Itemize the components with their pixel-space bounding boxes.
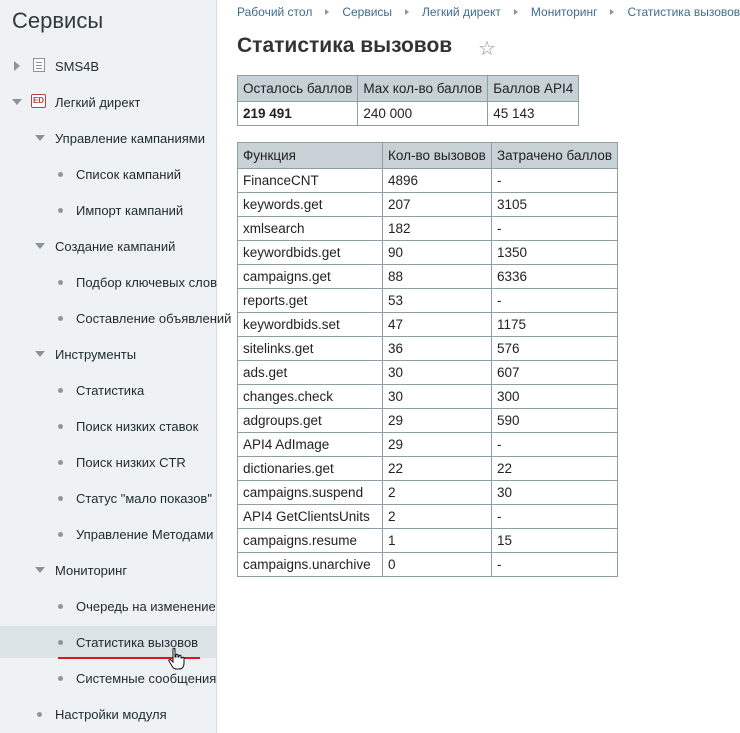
sidebar-item-label: Настройки модуля xyxy=(55,707,167,722)
bullet-icon xyxy=(58,208,63,213)
collapse-arrow-icon[interactable] xyxy=(35,135,45,141)
sidebar-item-monitoring[interactable] xyxy=(0,554,216,586)
column-header: Кол-во вызовов xyxy=(383,143,492,169)
bullet-icon xyxy=(58,280,63,285)
bullet-icon xyxy=(58,172,63,177)
page-icon xyxy=(33,58,45,72)
call-count-cell: 30 xyxy=(383,385,492,409)
column-header: Осталось баллов xyxy=(238,76,358,102)
table-row xyxy=(238,289,618,313)
bullet-icon xyxy=(58,424,63,429)
breadcrumb-services[interactable]: Сервисы xyxy=(342,5,393,19)
sidebar-item-label: Легкий директ xyxy=(55,95,141,110)
points-spent-cell: 22 xyxy=(492,457,618,481)
points-spent-cell: - xyxy=(492,505,618,529)
column-header: Мах кол-во баллов xyxy=(358,76,488,102)
sidebar-item-label: Управление Методами xyxy=(76,527,214,542)
points-spent-cell: - xyxy=(492,289,618,313)
points-spent-cell: - xyxy=(492,553,618,577)
table-row xyxy=(238,313,618,337)
points-spent-cell: 1175 xyxy=(492,313,618,337)
function-cell: dictionaries.get xyxy=(238,457,383,481)
sidebar-item-label: SMS4B xyxy=(55,59,100,74)
call-count-cell: 29 xyxy=(383,433,492,457)
call-count-cell: 0 xyxy=(383,553,492,577)
sidebar-item-label: Подбор ключевых слов xyxy=(76,275,218,290)
sidebar xyxy=(0,0,232,733)
sidebar-item-module-settings[interactable] xyxy=(0,698,216,730)
sidebar-item-campaign-management[interactable] xyxy=(0,122,216,154)
collapse-arrow-icon[interactable] xyxy=(35,567,45,573)
call-count-cell: 36 xyxy=(383,337,492,361)
column-header: Баллов API4 xyxy=(488,76,579,102)
api4-points-value: 45 143 xyxy=(488,102,579,126)
sidebar-item-label: Статистика xyxy=(76,383,145,398)
points-summary-table xyxy=(237,75,579,126)
call-statistics-table xyxy=(237,142,618,577)
table-header-row xyxy=(238,143,618,169)
function-cell: campaigns.resume xyxy=(238,529,383,553)
table-row xyxy=(238,193,618,217)
call-count-cell: 47 xyxy=(383,313,492,337)
breadcrumb-monitoring[interactable]: Мониторинг xyxy=(530,5,598,19)
sidebar-item-label: Создание кампаний xyxy=(55,239,176,254)
function-cell: keywords.get xyxy=(238,193,383,217)
sidebar-item-label: Управление кампаниями xyxy=(55,131,205,146)
call-count-cell: 207 xyxy=(383,193,492,217)
points-spent-cell: 590 xyxy=(492,409,618,433)
sidebar-item-label: Статистика вызовов xyxy=(76,635,199,650)
sidebar-item-tools[interactable] xyxy=(0,338,216,370)
function-cell: API4 AdImage xyxy=(238,433,383,457)
favorite-star-icon[interactable]: ☆ xyxy=(478,38,496,60)
sidebar-item-label: Очередь на изменение xyxy=(76,599,216,614)
sidebar-item-label: Импорт кампаний xyxy=(76,203,184,218)
sidebar-item-statistics[interactable] xyxy=(0,374,216,406)
function-cell: keywordbids.set xyxy=(238,313,383,337)
easy-direct-logo-icon: ED xyxy=(31,94,46,108)
breadcrumb-desktop[interactable]: Рабочий стол xyxy=(237,5,313,19)
bullet-icon xyxy=(58,676,63,681)
points-spent-cell: 300 xyxy=(492,385,618,409)
table-row xyxy=(238,169,618,193)
collapse-arrow-icon[interactable] xyxy=(35,351,45,357)
sidebar-item-ad-composition[interactable] xyxy=(0,302,232,334)
points-spent-cell: 1350 xyxy=(492,241,618,265)
bullet-icon xyxy=(58,604,63,609)
function-cell: changes.check xyxy=(238,385,383,409)
sidebar-item-campaign-import[interactable] xyxy=(0,194,216,226)
sidebar-item-easy-direct[interactable] xyxy=(0,86,216,118)
sidebar-item-label: Системные сообщения xyxy=(76,671,217,686)
sidebar-item-change-queue[interactable] xyxy=(0,590,216,622)
table-row xyxy=(238,553,618,577)
table-row xyxy=(238,361,618,385)
table-row xyxy=(238,457,618,481)
sidebar-title: Сервисы xyxy=(12,8,104,33)
bullet-icon xyxy=(58,496,63,501)
call-count-cell: 22 xyxy=(383,457,492,481)
sidebar-item-label: Список кампаний xyxy=(76,167,181,182)
breadcrumb-separator-icon xyxy=(325,9,329,15)
sidebar-item-few-impressions[interactable] xyxy=(0,482,216,514)
points-spent-cell: - xyxy=(492,217,618,241)
sidebar-item-low-ctr[interactable] xyxy=(0,446,216,478)
table-row xyxy=(238,481,618,505)
breadcrumb-call-statistics[interactable]: Статистика вызовов xyxy=(627,5,740,19)
function-cell: campaigns.suspend xyxy=(238,481,383,505)
function-cell: ads.get xyxy=(238,361,383,385)
sidebar-item-label: Составление объявлений xyxy=(76,311,232,326)
breadcrumb-easy-direct[interactable]: Легкий директ xyxy=(422,5,501,19)
call-count-cell: 30 xyxy=(383,361,492,385)
function-cell: API4 GetClientsUnits xyxy=(238,505,383,529)
sidebar-item-campaign-list[interactable] xyxy=(0,158,216,190)
points-spent-cell: 6336 xyxy=(492,265,618,289)
table-header-row xyxy=(238,76,579,102)
points-spent-cell: 576 xyxy=(492,337,618,361)
points-spent-cell: - xyxy=(492,433,618,457)
call-count-cell: 182 xyxy=(383,217,492,241)
page-title: Статистика вызовов xyxy=(237,34,453,57)
call-count-cell: 29 xyxy=(383,409,492,433)
bullet-icon xyxy=(58,316,63,321)
sidebar-item-label: Поиск низких ставок xyxy=(76,419,199,434)
table-row xyxy=(238,265,618,289)
table-row xyxy=(238,102,579,126)
collapse-arrow-icon[interactable] xyxy=(12,99,22,105)
table-row xyxy=(238,529,618,553)
max-points-value: 240 000 xyxy=(358,102,488,126)
sidebar-item-low-bids[interactable] xyxy=(0,410,216,442)
points-spent-cell: 15 xyxy=(492,529,618,553)
expand-arrow-icon[interactable] xyxy=(14,61,20,71)
breadcrumb-separator-icon xyxy=(405,9,409,15)
bullet-icon xyxy=(58,532,63,537)
table-row xyxy=(238,385,618,409)
function-cell: sitelinks.get xyxy=(238,337,383,361)
bullet-icon xyxy=(37,712,42,717)
function-cell: campaigns.unarchive xyxy=(238,553,383,577)
breadcrumb-separator-icon xyxy=(610,9,614,15)
hand-cursor-icon xyxy=(168,648,186,670)
call-count-cell: 4896 xyxy=(383,169,492,193)
table-row xyxy=(238,337,618,361)
call-count-cell: 88 xyxy=(383,265,492,289)
points-spent-cell: 607 xyxy=(492,361,618,385)
call-count-cell: 53 xyxy=(383,289,492,313)
function-cell: campaigns.get xyxy=(238,265,383,289)
call-count-cell: 2 xyxy=(383,505,492,529)
breadcrumb-separator-icon xyxy=(514,9,518,15)
call-count-cell: 2 xyxy=(383,481,492,505)
function-cell: reports.get xyxy=(238,289,383,313)
column-header: Затрачено баллов xyxy=(492,143,618,169)
function-cell: xmlsearch xyxy=(238,217,383,241)
table-row xyxy=(238,409,618,433)
collapse-arrow-icon[interactable] xyxy=(35,243,45,249)
table-row xyxy=(238,433,618,457)
sidebar-item-sms4b[interactable] xyxy=(0,50,216,82)
call-count-cell: 1 xyxy=(383,529,492,553)
column-header: Функция xyxy=(238,143,383,169)
points-remaining-value: 219 491 xyxy=(238,102,358,126)
sidebar-item-method-management[interactable] xyxy=(0,518,216,550)
sidebar-item-label: Статус "мало показов" xyxy=(76,491,212,506)
sidebar-item-label: Поиск низких CTR xyxy=(76,455,186,470)
sidebar-item-campaign-creation[interactable] xyxy=(0,230,216,262)
bullet-icon xyxy=(58,388,63,393)
table-row xyxy=(238,241,618,265)
points-spent-cell: - xyxy=(492,169,618,193)
function-cell: keywordbids.get xyxy=(238,241,383,265)
bullet-icon xyxy=(58,640,63,645)
bullet-icon xyxy=(58,460,63,465)
function-cell: FinanceCNT xyxy=(238,169,383,193)
table-row xyxy=(238,217,618,241)
sidebar-item-label: Инструменты xyxy=(55,347,137,362)
points-spent-cell: 3105 xyxy=(492,193,618,217)
call-count-cell: 90 xyxy=(383,241,492,265)
sidebar-item-label: Мониторинг xyxy=(55,563,128,578)
function-cell: adgroups.get xyxy=(238,409,383,433)
table-row xyxy=(238,505,618,529)
sidebar-item-keyword-selection[interactable] xyxy=(0,266,216,298)
points-spent-cell: 30 xyxy=(492,481,618,505)
breadcrumb xyxy=(237,5,740,19)
